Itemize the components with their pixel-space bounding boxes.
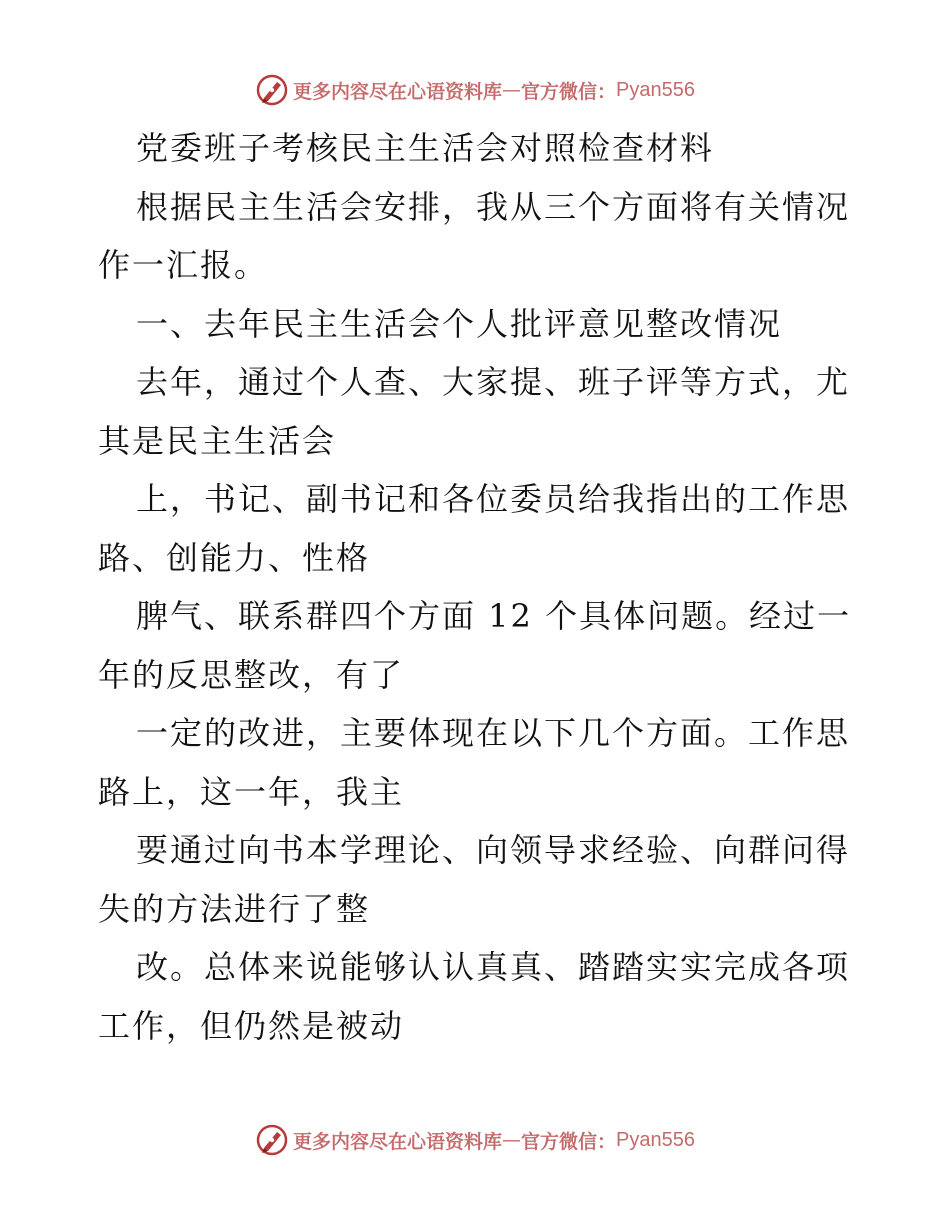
pen-logo-icon — [255, 73, 289, 107]
footer-banner — [0, 1120, 950, 1160]
banner-site-text: 更多内容尽在心语资料库 — [293, 1130, 503, 1153]
paragraph-line: 改。总体来说能够认认真真、踏踏实实完成各项 — [136, 948, 851, 986]
paragraph-line: 一定的改进，主要体现在以下几个方面。工作思 — [136, 714, 851, 752]
document-title: 党委班子考核民主生活会对照检查材料 — [136, 129, 715, 167]
paragraph-line: 工作，但仍然是被动 — [98, 1006, 405, 1045]
section-heading: 一、去年民主生活会个人批评意见整改情况 — [136, 304, 783, 343]
paragraph-line: 脾气、联系群四个方面 12 个具体问题。经过一 — [136, 597, 852, 635]
paragraph-line: 作一汇报。 — [98, 246, 269, 284]
banner-site-text: 更多内容尽在心语资料库 — [293, 80, 503, 103]
paragraph-line: 路上，这一年，我主 — [98, 772, 405, 811]
paragraph-line: 路、创能力、性格 — [98, 538, 371, 577]
paragraph-line: 去年，通过个人查、大家提、班子评等方式，尤 — [136, 363, 851, 401]
paragraph-line: 根据民主生活会安排，我从三个方面将有关情况 — [136, 187, 851, 226]
paragraph-line: 年的反思整改，有了 — [98, 655, 405, 694]
banner-separator: — — [502, 1129, 522, 1151]
document-body — [98, 119, 858, 1055]
banner-account: Pyan556 — [616, 1128, 695, 1151]
banner-wechat-label: 官方微信： — [521, 80, 617, 103]
banner-account: Pyan556 — [616, 78, 695, 101]
paragraph-line: 上，书记、副书记和各位委员给我指出的工作思 — [136, 480, 851, 518]
pen-logo-icon — [255, 1123, 289, 1157]
banner-wechat-label: 官方微信： — [521, 1130, 617, 1153]
paragraph-line: 其是民主生活会 — [98, 421, 337, 460]
banner-separator: — — [502, 79, 522, 101]
paragraph-line: 要通过向书本学理论、向领导求经验、向群问得 — [136, 831, 851, 869]
paragraph-line: 失的方法进行了整 — [98, 889, 371, 928]
header-banner — [0, 70, 950, 110]
